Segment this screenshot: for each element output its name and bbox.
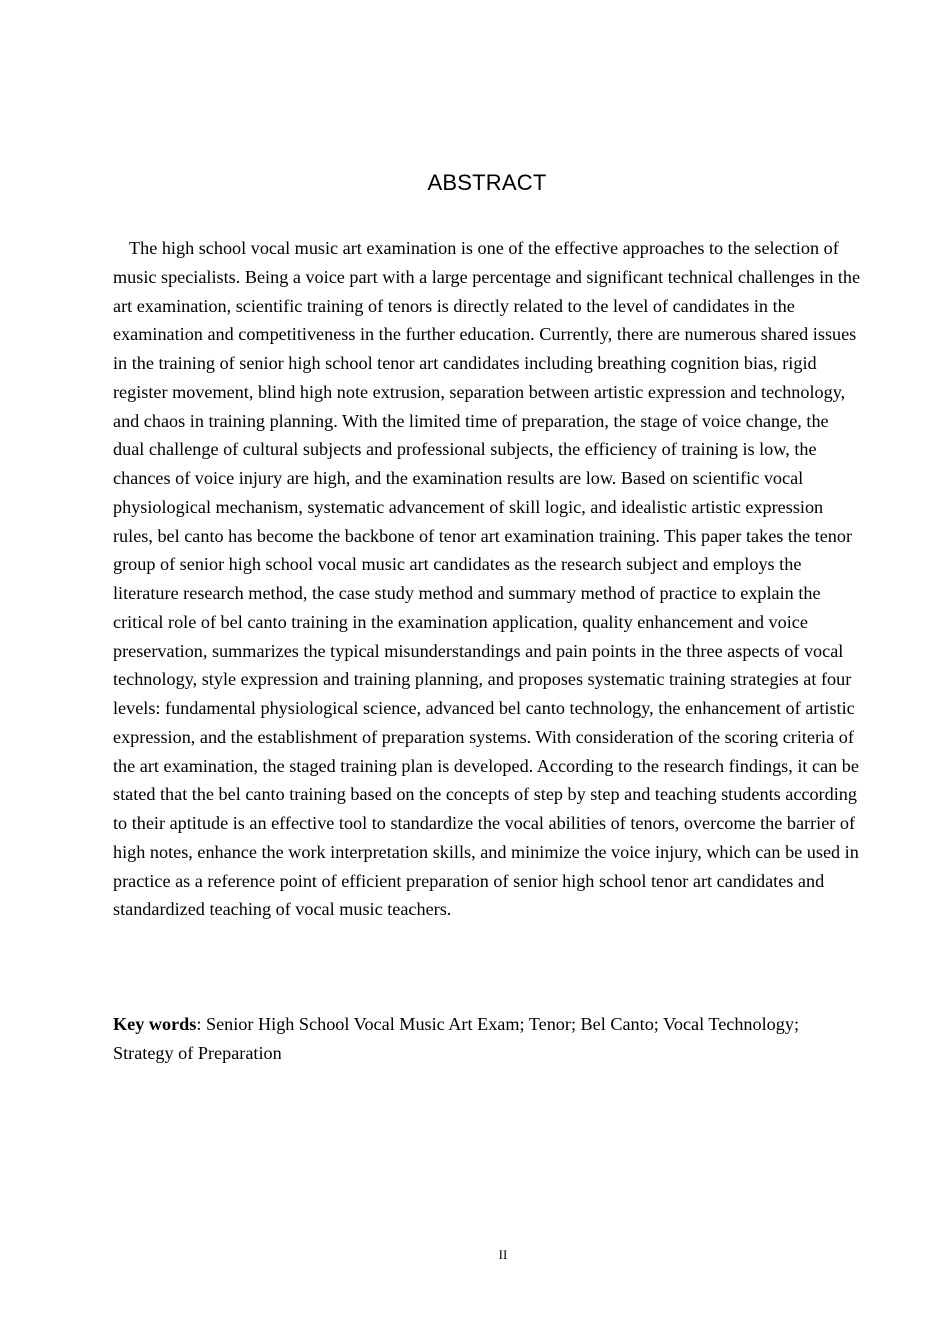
abstract-body: The high school vocal music art examination is one of the effective approaches to the selection of music specialists. Being a voice part with a large percentage and significant technical challenges in the art examination, scientific training of tenors is directly related to the level of candidates in the examination and competitiveness in the further education. Currently, there are numerous shared issues in the training of senior high school tenor art candidates including breathing cognition bias, rigid register movement, blind high note extrusion, separation between artistic expression and technology, and chaos in training planning. With the limited time of preparation, the stage of voice change, the dual challenge of cultural subjects and professional subjects, the efficiency of training is low, the chances of voice injury are high, and the examination results are low. Based on scientific vocal physiological mechanism, systematic advancement of skill logic, and idealistic artistic expression rules, bel canto has become the backbone of tenor art examination training. This paper takes the tenor group of senior high school vocal music art candidates as the research subject and employs the literature research method, the case study method and summary method of practice to explain the critical role of bel canto training in the examination application, quality enhancement and voice preservation, summarizes the typical misunderstandings and pain points in the three aspects of vocal technology, style expression and training planning, and proposes systematic training strategies at four levels: fundamental physiological science, advanced bel canto technology, the enhancement of artistic expression, and the establishment of preparation systems. With consideration of the scoring criteria of the art examination, the staged training plan is developed. According to the research findings, it can be stated that the bel canto training based on the concepts of step by step and teaching students according to their aptitude is an effective tool to standardize the vocal abilities of tenors, overcome the barrier of high notes, enhance the work interpretation skills, and minimize the voice injury, which can be used in practice as a reference point of efficient preparation of senior high school tenor art candidates and standardized teaching of vocal music teachers. [113, 238, 861, 920]
page-number: II [498, 1247, 508, 1262]
keywords-paragraph [113, 1010, 858, 1068]
keywords-separator: : [196, 1014, 206, 1034]
keywords-text: Senior High School Vocal Music Art Exam; Tenor; Bel Canto; Vocal Technology; Strategy of Preparation [113, 1014, 800, 1063]
keywords-label: Key words [113, 1014, 197, 1034]
abstract-title: ABSTRACT [427, 170, 547, 195]
